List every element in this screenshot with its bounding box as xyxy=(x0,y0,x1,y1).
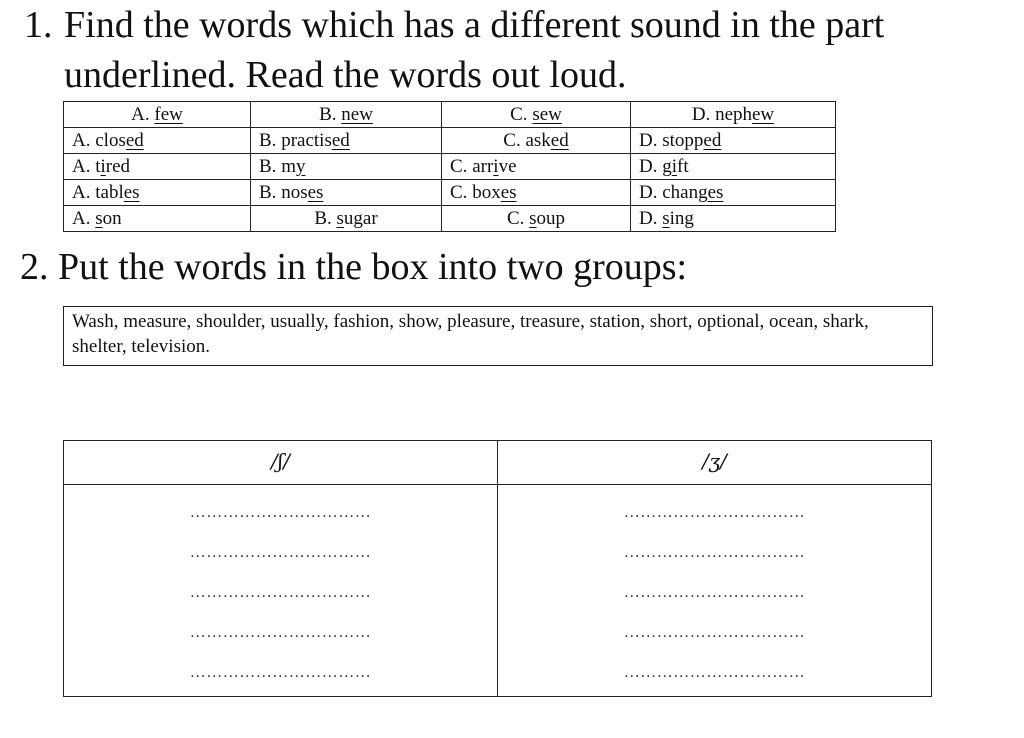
word-part: B. xyxy=(259,130,282,151)
underlined-part: ed xyxy=(331,130,350,151)
word-part: C. xyxy=(450,182,473,203)
word-part: clos xyxy=(95,130,126,151)
underlined-part: i xyxy=(493,156,499,177)
word-part: arr xyxy=(472,156,494,177)
option-row xyxy=(64,154,836,180)
word-part: C. xyxy=(506,208,530,229)
underlined-part: i xyxy=(100,156,106,177)
option-row xyxy=(64,102,836,128)
answer-blank[interactable]: …………………………… xyxy=(189,504,372,521)
option-cell xyxy=(64,180,251,206)
underlined-part: s xyxy=(529,208,537,229)
underlined-part: s xyxy=(662,208,670,229)
word-part: chang xyxy=(662,182,708,203)
underlined-part: ed xyxy=(550,130,569,151)
question-1-table xyxy=(63,101,836,232)
word-part: B. xyxy=(314,208,337,229)
option-cell xyxy=(442,128,631,154)
option-cell xyxy=(64,102,251,128)
option-cell xyxy=(631,128,836,154)
option-row xyxy=(64,128,836,154)
word-part: oup xyxy=(536,208,566,229)
option-cell xyxy=(64,206,251,232)
sh-sound-header: /ʃ/ xyxy=(64,441,498,485)
underlined-part: new xyxy=(341,104,373,125)
zh-sound-header: /ʒ/ xyxy=(498,441,932,485)
word-part: m xyxy=(281,156,296,177)
word-part: C. xyxy=(510,104,533,125)
word-part: B. xyxy=(259,182,282,203)
word-part: C. xyxy=(503,130,526,151)
question-1-line-1: Find the words which has a different sound in the part xyxy=(64,4,885,46)
option-cell xyxy=(442,154,631,180)
option-cell xyxy=(251,154,442,180)
word-part: C. xyxy=(450,156,473,177)
underlined-part: s xyxy=(95,208,103,229)
word-part: A. xyxy=(72,156,96,177)
word-part: tabl xyxy=(95,182,124,203)
word-part: D. xyxy=(639,182,663,203)
answer-blank[interactable]: …………………………… xyxy=(623,664,806,681)
answer-blank[interactable]: …………………………… xyxy=(623,504,806,521)
option-row xyxy=(64,180,836,206)
option-cell xyxy=(442,102,631,128)
word-part: ft xyxy=(677,156,689,177)
sh-sound-answer-column xyxy=(64,485,498,697)
underlined-part: s xyxy=(336,208,344,229)
option-cell xyxy=(631,102,836,128)
word-part: D. xyxy=(639,208,663,229)
underlined-part: es xyxy=(500,182,517,203)
underlined-part: es xyxy=(707,182,724,203)
word-part: t xyxy=(95,156,101,177)
question-1-number: 1. xyxy=(24,4,53,46)
word-part: D. xyxy=(639,156,663,177)
option-cell xyxy=(631,154,836,180)
word-part: A. xyxy=(131,104,155,125)
option-cell xyxy=(251,180,442,206)
word-part: red xyxy=(105,156,131,177)
underlined-part: ew xyxy=(752,104,775,125)
option-cell xyxy=(442,206,631,232)
word-part: B. xyxy=(319,104,342,125)
word-part: ask xyxy=(525,130,551,151)
underlined-part: ed xyxy=(125,130,144,151)
word-part: stopp xyxy=(662,130,704,151)
word-part: neph xyxy=(715,104,752,125)
underlined-part: few xyxy=(154,104,183,125)
underlined-part: es xyxy=(123,182,140,203)
zh-sound-answer-column xyxy=(498,485,932,697)
word-part: ve xyxy=(498,156,517,177)
word-part: ugar xyxy=(343,208,378,229)
word-part: A. xyxy=(72,130,96,151)
option-cell xyxy=(251,102,442,128)
answer-blank[interactable]: …………………………… xyxy=(623,624,806,641)
word-part: practis xyxy=(281,130,332,151)
word-box: Wash, measure, shoulder, usually, fashion, show, pleasure, treasure, station, short, optional, ocean, shark, shelter, television. xyxy=(63,306,933,366)
question-2-number: 2. xyxy=(20,246,49,288)
underlined-part: ed xyxy=(703,130,722,151)
word-part: B. xyxy=(259,156,282,177)
sound-groups-table xyxy=(63,440,932,697)
answer-blank[interactable]: …………………………… xyxy=(189,584,372,601)
word-part: A. xyxy=(72,182,96,203)
question-1-heading xyxy=(24,0,1014,100)
option-row xyxy=(64,206,836,232)
option-cell xyxy=(64,154,251,180)
question-2-heading xyxy=(20,242,687,292)
option-cell xyxy=(251,128,442,154)
word-part: on xyxy=(102,208,122,229)
answer-blank[interactable]: …………………………… xyxy=(623,544,806,561)
option-cell xyxy=(631,206,836,232)
option-cell xyxy=(251,206,442,232)
word-part: g xyxy=(662,156,672,177)
answer-blank[interactable]: …………………………… xyxy=(189,544,372,561)
underlined-part: y xyxy=(295,156,306,177)
word-part: A. xyxy=(72,208,96,229)
option-cell xyxy=(631,180,836,206)
underlined-part: es xyxy=(307,182,324,203)
question-2-title: Put the words in the box into two groups: xyxy=(58,246,688,288)
word-part: nos xyxy=(281,182,308,203)
answer-blank[interactable]: …………………………… xyxy=(189,664,372,681)
word-part: ing xyxy=(669,208,694,229)
option-cell xyxy=(442,180,631,206)
question-1-line-2: underlined. Read the words out loud. xyxy=(64,54,627,96)
answer-blank[interactable]: …………………………… xyxy=(623,584,806,601)
word-part: box xyxy=(472,182,501,203)
word-part: D. xyxy=(691,104,716,125)
underlined-part: i xyxy=(671,156,678,177)
word-part: D. xyxy=(639,130,663,151)
underlined-part: sew xyxy=(532,104,562,125)
option-cell xyxy=(64,128,251,154)
answer-blank[interactable]: …………………………… xyxy=(189,624,372,641)
